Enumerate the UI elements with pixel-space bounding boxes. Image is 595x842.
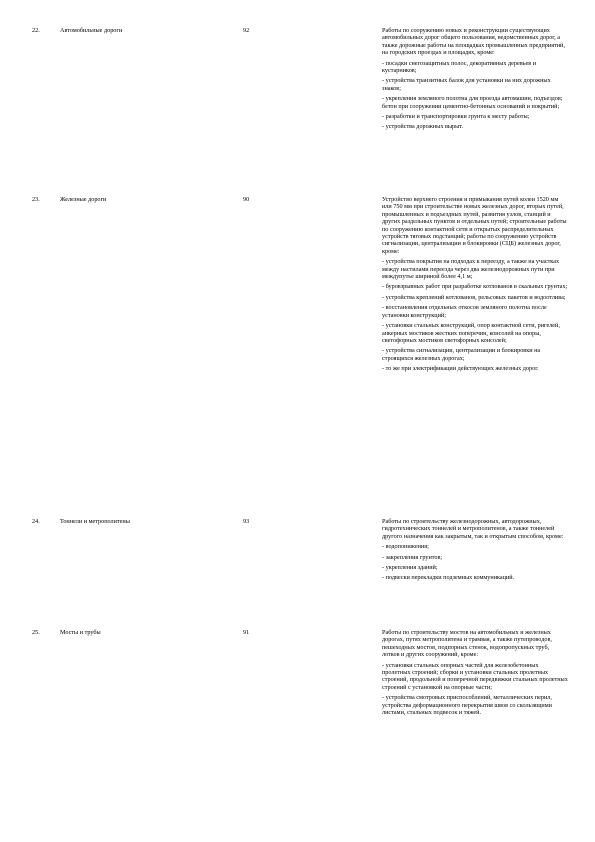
row-percent: 91 bbox=[243, 629, 250, 636]
description-paragraph: - устройства смотровых приспособлений, металлических перил, устройства деформационного перекрытия швов со скользящими листами, стальных подвесок и тяжей. bbox=[382, 694, 552, 717]
row-description bbox=[382, 196, 568, 373]
row-name: Автомобильные дороги bbox=[60, 27, 123, 34]
row-description bbox=[382, 629, 568, 716]
description-paragraph: - посадки снегозащитных полос, декоративных деревьев и кустарников; bbox=[382, 59, 537, 75]
row-number: 23. bbox=[32, 196, 40, 203]
description-paragraph: - разработки и транспортировки грунта к месту работы; bbox=[382, 113, 530, 121]
row-name: Мосты и трубы bbox=[60, 629, 101, 636]
description-paragraph: - установки стальных конструкций, опор контактной сети, ригелей, анкерных мостиков жестких поперечин, консолей на опоры, светофорных мостиков светофорных консолей; bbox=[382, 322, 560, 344]
description-paragraph: Работы по строительству железнодорожных, автодорожных, гидротехнических тоннелей и метрополитенов, а также тоннелей другого назначения как закрытым, так и открытым способом, кроме: bbox=[382, 518, 564, 540]
row-number: 24. bbox=[32, 518, 40, 525]
description-paragraph: - устройства сигнализации, централизации и блокировки на строящихся железных дорогах; bbox=[382, 347, 541, 362]
description-paragraph: - устройства покрытия на подходах к переезду, а также на участках между настилами переезда через два железнодорожных пути при междупутье шириной более 4,1 м; bbox=[382, 258, 560, 281]
description-paragraph: - закрепления грунтов; bbox=[382, 553, 443, 561]
row-percent: 93 bbox=[243, 518, 250, 525]
description-paragraph: Работы по сооружению новых и реконструкции существующих автомобильных дорог общего пользования, ведомственных дорог, а также дорожные работы на площадках промышленных предприятий, на городских проездах и площадях, кроме: bbox=[382, 27, 565, 57]
description-paragraph: - установки стальных опорных частей для железобетонных пролетных строений; сборки и установки стальных пролетных строений, продольной и поперечной передвижки стальных пролетных строений с установкой на опорные части; bbox=[382, 661, 568, 691]
description-paragraph: - водопонижения; bbox=[382, 543, 429, 551]
description-paragraph: Устройство верхнего строения и примыкания путей колеи 1520 мм или 750 мм при строительстве новых железных дорог, вторых путей, промышленных и подъездных путей, развития узлов, станций и других раздельных пунктов и отдельных путей; строительные работы по сооружению контактной сети и открытых распределительных устройств тяговых подстанций; работы по сооружению устройств сигнализации, централизации и блокировки (СЦБ) железных дорог, кроме: bbox=[382, 196, 567, 255]
description-paragraph: - подвески перекладки подземных коммуникаций. bbox=[382, 574, 515, 582]
description-paragraph: Работы по строительству мостов на автомобильных и железных дорогах, путях метрополитена и трамвая, а также путепроводов, пешеходных мостов, подпорных стенок, водопропускных труб, лотков и других сооружений, кроме: bbox=[382, 629, 552, 659]
description-paragraph: - то же при электрификации действующих железных дорог. bbox=[382, 365, 539, 373]
row-name: Тоннели и метрополитены bbox=[60, 518, 130, 525]
description-paragraph: - укрепления земляного полотна для проезда автомашин, подъездов; бетон при сооружении цементно-бетонных оснований и покрытий; bbox=[382, 95, 563, 110]
row-percent: 90 bbox=[243, 196, 250, 203]
description-paragraph: - устройства креплений котлованов, рельсовых пакетов и водоотлива; bbox=[382, 293, 566, 301]
description-paragraph: - укрепления зданий; bbox=[382, 564, 438, 572]
description-paragraph: - буровзрывных работ при разработке котлованов в скальных грунтах; bbox=[382, 283, 568, 291]
row-number: 22. bbox=[32, 27, 40, 34]
row-name: Железные дороги bbox=[60, 196, 107, 203]
description-paragraph: - устройства дорожных вырыт. bbox=[382, 123, 464, 131]
row-description bbox=[382, 518, 568, 582]
description-paragraph: - восстановления отдельных откосов земляного полотна после установки конструкций; bbox=[382, 304, 547, 319]
row-description bbox=[382, 27, 568, 131]
description-paragraph: - устройства транзитных балок для установки на них дорожных знаков; bbox=[382, 77, 551, 92]
row-number: 25. bbox=[32, 629, 40, 636]
row-percent: 92 bbox=[243, 27, 250, 34]
